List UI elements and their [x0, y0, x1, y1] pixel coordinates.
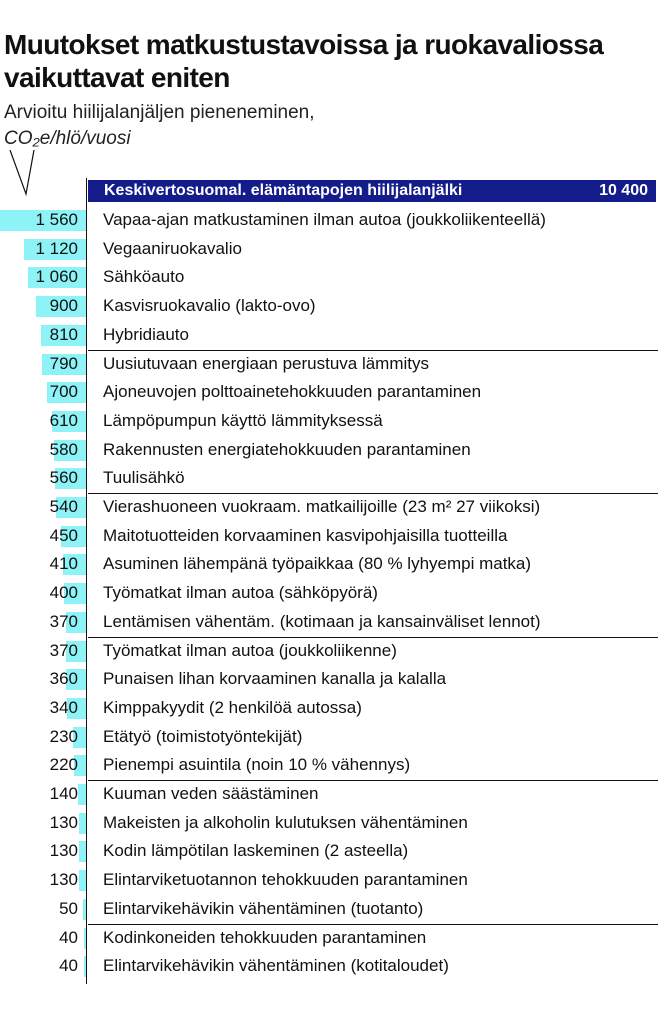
- bar-value-label: 410: [49, 554, 78, 574]
- bar-category-label: Uusiutuvaan energiaan perustuva lämmitys: [103, 353, 430, 373]
- bar-category-label: Makeisten ja alkoholin kulutuksen vähentäminen: [103, 812, 468, 832]
- bar-category-label: Lämpöpumpun käyttö lämmityksessä: [103, 410, 383, 430]
- bar-category-label: Työmatkat ilman autoa (sähköpyörä): [103, 583, 378, 603]
- bar-value-label: 1 120: [35, 238, 78, 258]
- bar-category-label: Ajoneuvojen polttoainetehokkuuden parantaminen: [103, 382, 482, 402]
- bar-value-label: 700: [49, 382, 78, 402]
- bar-row: [0, 292, 658, 321]
- bar-category-label: Vapaa-ajan matkustaminen ilman autoa (joukkoliikenteellä): [103, 210, 546, 229]
- reference-value: 10 400: [599, 182, 648, 199]
- bar-row: [0, 235, 658, 264]
- bar-row: [0, 751, 658, 780]
- bar-category-label: Työmatkat ilman autoa (joukkoliikenne): [103, 640, 397, 660]
- bar-row: [0, 493, 658, 522]
- bar-value-label: 50: [59, 898, 78, 918]
- bar-row: [0, 550, 658, 579]
- bar-category-label: Pienempi asuintila (noin 10 % vähennys): [103, 755, 411, 775]
- bar-row: [0, 579, 658, 608]
- bar-category-label: Elintarviketuotannon tehokkuuden parantaminen: [103, 870, 468, 890]
- bar-value-label: 540: [49, 497, 78, 516]
- reference-label: Keskivertosuomal. elämäntapojen hiilijalanjälki: [104, 182, 463, 199]
- bar-row: [0, 665, 658, 694]
- bar-row: [0, 780, 658, 809]
- bar-value-label: 220: [49, 755, 78, 775]
- bar-value-label: 560: [49, 468, 78, 488]
- bar-row: [0, 522, 658, 551]
- bar: [78, 784, 86, 805]
- bar-value-label: 360: [49, 669, 78, 689]
- bar-category-label: Maitotuotteiden korvaaminen kasvipohjaisilla tuotteilla: [103, 525, 508, 545]
- bar-category-label: Kasvisruokavalio (lakto-ovo): [103, 296, 316, 316]
- bar-row: [0, 407, 658, 436]
- bar-value-label: 340: [49, 697, 78, 717]
- bar-value-label: 1 560: [35, 210, 78, 229]
- bar-category-label: Tuulisähkö: [103, 468, 185, 488]
- bar-row: [0, 608, 658, 637]
- bar-category-label: Rakennusten energiatehokkuuden parantaminen: [103, 439, 471, 459]
- bar-value-label: 810: [49, 324, 78, 344]
- unit-label: CO₂e/hlö/vuosi: [4, 128, 131, 149]
- bar-value-label: 370: [49, 611, 78, 631]
- bar: [84, 928, 86, 949]
- bar-value-label: 610: [49, 410, 78, 430]
- bar-row: [0, 952, 658, 981]
- bar-row: [0, 263, 658, 292]
- bar-row: [0, 837, 658, 866]
- chart-title: Muutokset matkustustavoissa ja ruokavaliossa vaikuttavat eniten: [4, 29, 604, 93]
- bar: [83, 899, 86, 920]
- bar-category-label: Elintarvikehävikin vähentäminen (tuotanto): [103, 898, 424, 918]
- bar-row: [0, 464, 658, 493]
- bar-value-label: 230: [49, 726, 78, 746]
- bar-value-label: 790: [49, 353, 78, 373]
- bar-value-label: 40: [59, 927, 78, 947]
- bar-value-label: 900: [49, 296, 78, 316]
- bar-category-label: Punaisen lihan korvaaminen kanalla ja kalalla: [103, 669, 447, 689]
- bar-row: [0, 637, 658, 666]
- bar-category-label: Vierashuoneen vuokraam. matkailijoille (23 m² 27 viikoksi): [103, 497, 541, 516]
- bar-category-label: Vegaaniruokavalio: [103, 238, 242, 258]
- bar-category-label: Hybridiauto: [103, 324, 189, 344]
- bar-category-label: Lentämisen vähentäm. (kotimaan ja kansainväliset lennot): [103, 611, 541, 631]
- bar-value-label: 130: [49, 841, 78, 861]
- bar-row: [0, 350, 658, 379]
- bar-row: [0, 723, 658, 752]
- bar-row: [0, 924, 658, 953]
- bar-value-label: 400: [49, 583, 78, 603]
- bar-row: [0, 866, 658, 895]
- bar-row: [0, 694, 658, 723]
- bar: [79, 870, 86, 891]
- bar-category-label: Asuminen lähempänä työpaikkaa (80 % lyhyempi matka): [103, 554, 532, 574]
- bar-category-label: Kodinkoneiden tehokkuuden parantaminen: [103, 927, 427, 947]
- bar: [84, 956, 86, 977]
- bar-value-label: 130: [49, 812, 78, 832]
- bar-row: [0, 436, 658, 465]
- bar-value-label: 140: [49, 784, 78, 803]
- bar-row: [0, 378, 658, 407]
- bar-category-label: Kimppakyydit (2 henkilöä autossa): [103, 697, 362, 717]
- bar-value-label: 130: [49, 870, 78, 890]
- bar-row: [0, 321, 658, 350]
- bar-row: [0, 895, 658, 924]
- bar-category-label: Sähköauto: [103, 267, 185, 287]
- bar-value-label: 450: [49, 525, 78, 545]
- bar-category-label: Elintarvikehävikin vähentäminen (kotitaloudet): [103, 956, 449, 976]
- bar: [79, 841, 86, 862]
- bar-category-label: Etätyö (toimistotyöntekijät): [103, 726, 303, 746]
- bar-row: [0, 809, 658, 838]
- bar-value-label: 1 060: [35, 267, 78, 287]
- bar-value-label: 40: [59, 956, 78, 976]
- chart-subtitle: Arvioitu hiilijalanjäljen pieneneminen,: [4, 102, 315, 123]
- bar-value-label: 580: [49, 439, 78, 459]
- bar: [79, 813, 86, 834]
- bar-row: [0, 206, 658, 235]
- bar-value-label: 370: [49, 640, 78, 660]
- bar-category-label: Kodin lämpötilan laskeminen (2 asteella): [103, 841, 409, 861]
- bar-category-label: Kuuman veden säästäminen: [103, 784, 319, 803]
